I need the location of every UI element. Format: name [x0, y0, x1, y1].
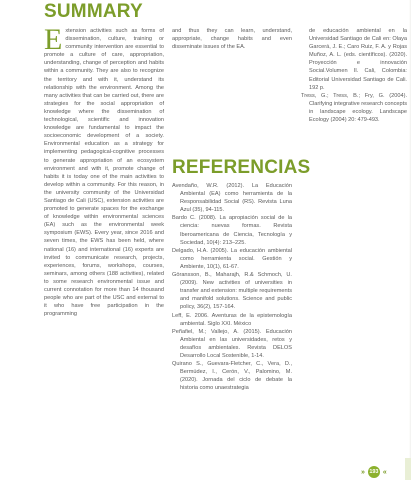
reference-item: Avendaño, W.R. (2012). La Educación Ambiental (EA) como herramienta de la Responsabilidad Social (RS). Revista Luna Azul (35), 94-115. [172, 183, 292, 214]
page-corner-tab [405, 458, 411, 480]
reference-item: Peñafiel, M.; Vallejo, A. (2015). Educación Ambiental en las universidades, retos y desafíos ambientales. Revista DELOS Desarrollo Local Sostenible, 1-14. [172, 328, 292, 359]
summary-heading: SUMMARY [44, 1, 143, 22]
double-chevron-left-icon[interactable]: « [382, 468, 387, 476]
summary-dropcap: E [44, 23, 63, 56]
reference-item: Quirano S., Guevara-Fletcher, C., Vera, D., Bermúdez, I., Cerón, V., Palomino, M. (2020). Jornada del ciclo de debate la historia como unaestrategia [172, 361, 292, 392]
reference-continuation: de educación ambiental en la Universidad Santiago de Cali en: Olaya Garcerá, J. E.; Caro Ruiz, F. A. y Rojas Muñoz, A. L. (eds. científicos). (2020). Proyección e innovación Social.Volumen II. Cali, Colombia: Editorial Universidad Santiago de Cali. 192 p. [309, 28, 407, 91]
references-heading: REFERENCIAS [172, 157, 311, 178]
reference-item: Delgado, H.A. (2005). La educación ambiental como herramienta social. Gestión y Ambiente, 10(1), 61-67. [172, 247, 292, 270]
reference-item: Leff, E. 2006. Aventuras de la epistemología ambiental. Siglo XXI. México [172, 312, 292, 327]
reference-item: Tress, G.; Tress, B.; Fry, G. (2004). Clarifying integrative research concepts in landscape ecology. Landscape Ecology (2004) 20: 479-493. [301, 92, 407, 124]
reference-item: Bardo C. (2008). La apropiación social de la ciencia: nuevas formas. Revista Iberoamericana de Ciencia, Tecnología y Sociedad, 10(4): 213–225. [172, 215, 292, 246]
references-list [172, 182, 292, 392]
summary-paragraph-1: xtension activities such as forms of dissemination, culture, training or community intervention are essential to promote a culture of care, appropriation, understanding, change of perception and habits within a community. They are also to recognize the territory and with it, understand its relationship with the environment. Among the many activities that can be carried out, there are strategies for the social appropriation of knowledge where the dissemination of technological, scientific and innovation knowledge are fundamental to impact the socioeconomic development of a society. Environmental education as a strategy for implementing pedagogical-cognitive processes to generate appropriation of an ecosystem environment and with it, promote change of habits it is today one of the main activities to develop within a community. For this reason, in the university community of the Universidad Santiago de Cali (USC), extension activities are promoted to generate spaces for the exchange of knowledge within environmental sciences (EA) such as the environmental week symposium (EWS). Every year, since 2016 and seven times, the EWS has been held, where national (16) and international (16) experts are invited to communicate research, projects, experiences, forums, workshops, courses, seminars, among others (188 activities), related to some research environmental issue and current connotation for more than 14 thousand people who are part of the USC and external to it who have free participation in the programming [44, 28, 164, 318]
summary-column-2 [172, 27, 292, 51]
references-column-3 [301, 27, 407, 124]
page-number-badge: 193 [368, 466, 380, 478]
summary-paragraph-2: and thus they can learn, understand, appropriate, change habits and even disseminate issues of the EA. [172, 28, 292, 51]
page-navigation [361, 466, 387, 478]
summary-column-1 [44, 23, 164, 318]
double-chevron-right-icon[interactable]: » [361, 468, 365, 476]
reference-item: Göransson, B., Maharajh, R.& Schmoch, U. (2009). New activities of universities in transfer and extension: multiple requirements and manifold solutions. Science and public policy, 36(2), 157-164. [172, 272, 292, 311]
